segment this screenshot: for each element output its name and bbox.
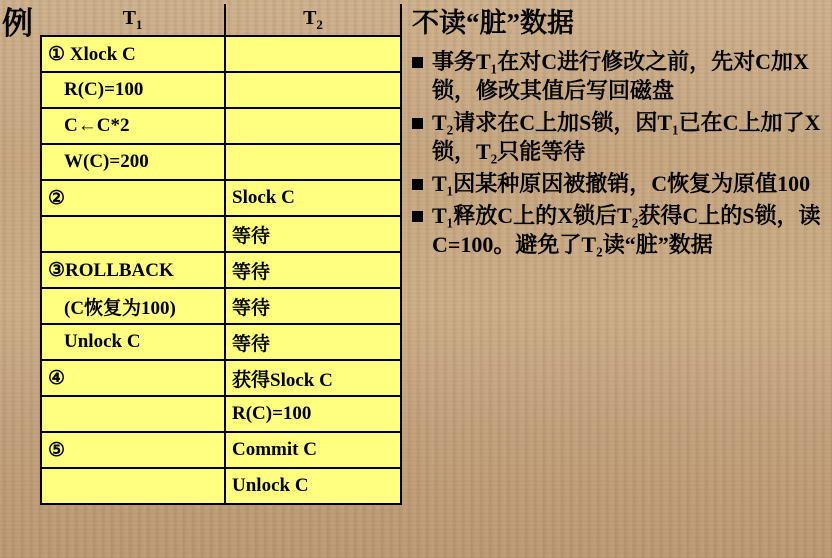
- cell-t2: 等待: [225, 216, 401, 252]
- bullet-square-icon: [412, 118, 423, 129]
- cell-t1: ⑤: [41, 432, 225, 468]
- cell-t1: (C恢复为100): [41, 288, 225, 324]
- list-item-label: T₂请求在C上加S锁，因T₁已在C上加了X锁，T₂只能等待: [432, 110, 821, 165]
- table-row: [41, 180, 401, 216]
- table-row: [41, 288, 401, 324]
- notes-panel: [412, 8, 828, 262]
- cell-t2: 等待: [225, 324, 401, 360]
- table-row: [41, 216, 401, 252]
- table-row: [41, 72, 401, 108]
- cell-t2: [225, 144, 401, 180]
- cell-t2: Commit C: [225, 432, 401, 468]
- cell-t1: W(C)=200: [41, 144, 225, 180]
- column-header-t2: $T_2$: [225, 4, 401, 36]
- cell-t2: 等待: [225, 252, 401, 288]
- cell-t1: C←C*2: [41, 108, 225, 144]
- cell-t2: 获得Slock C: [225, 360, 401, 396]
- notes-list: [412, 47, 828, 259]
- table-row: [41, 36, 401, 72]
- cell-t2: Slock C: [225, 180, 401, 216]
- bullet-square-icon: [412, 211, 423, 222]
- table-row: [41, 108, 401, 144]
- list-item: [412, 47, 828, 105]
- cell-t2: Unlock C: [225, 468, 401, 504]
- table-row: [41, 432, 401, 468]
- cell-t2: 等待: [225, 288, 401, 324]
- list-item-label: T₁释放C上的X锁后T₂获得C上的S锁，读C=100。避免了T₂读“脏”数据: [432, 203, 821, 258]
- bullet-square-icon: [412, 179, 423, 190]
- cell-t1: R(C)=100: [41, 72, 225, 108]
- table-body: [41, 36, 401, 504]
- table-row: [41, 396, 401, 432]
- column-header-t1: $T_1$: [41, 4, 225, 36]
- cell-t1: ① Xlock C: [41, 36, 225, 72]
- cell-t1: ③ROLLBACK: [41, 252, 225, 288]
- cell-t1: [41, 216, 225, 252]
- transaction-schedule-table: [40, 4, 402, 505]
- table-row: [41, 324, 401, 360]
- cell-t2: [225, 72, 401, 108]
- cell-t2: R(C)=100: [225, 396, 401, 432]
- notes-title: 不读“脏”数据: [412, 8, 574, 38]
- list-item: [412, 108, 828, 166]
- cell-t1: ②: [41, 180, 225, 216]
- cell-t1: Unlock C: [41, 324, 225, 360]
- page-title: 例: [2, 6, 33, 41]
- cell-t1: [41, 468, 225, 504]
- table-row: [41, 144, 401, 180]
- bullet-square-icon: [412, 57, 423, 68]
- table-header-row: [41, 4, 401, 36]
- list-item-label: T₁因某种原因被撤销，C恢复为原值100: [432, 171, 811, 197]
- table-row: [41, 360, 401, 396]
- table-row: [41, 252, 401, 288]
- list-item-label: 事务T₁在对C进行修改之前，先对C加X锁，修改其值后写回磁盘: [432, 49, 809, 104]
- cell-t1: [41, 396, 225, 432]
- cell-t2: [225, 108, 401, 144]
- cell-t1: ④: [41, 360, 225, 396]
- cell-t2: [225, 36, 401, 72]
- list-item: [412, 201, 828, 259]
- list-item: [412, 169, 828, 198]
- table-row: [41, 468, 401, 504]
